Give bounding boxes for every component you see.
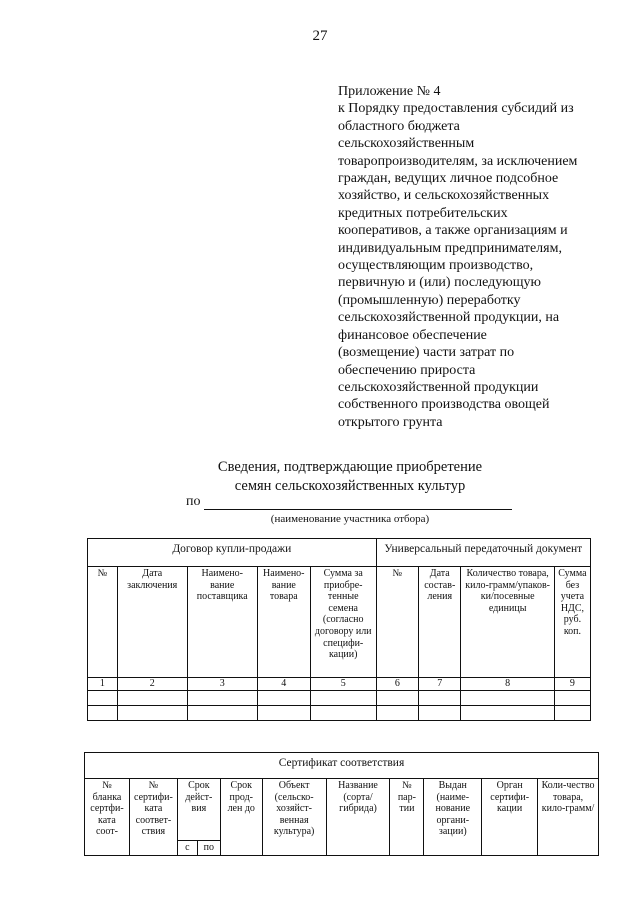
appendix-block — [338, 83, 608, 431]
appendix-line: к Порядку предоставления субсидий из — [338, 101, 574, 117]
title-line-2: семян сельскохозяйственных культур — [234, 478, 466, 494]
appendix-line: кредитных потребительских — [338, 205, 508, 221]
col-header: № — [376, 567, 418, 678]
col-header: Дата заключения — [117, 567, 187, 678]
col-number: 4 — [257, 678, 310, 691]
purchase-table — [87, 538, 591, 721]
appendix-line: хозяйство, и сельскохозяйственных — [338, 188, 550, 204]
col-header: № сертифи-ката соответ-ствия — [129, 779, 177, 856]
participant-name-line — [204, 509, 512, 510]
col-header: Сумма без учета НДС, руб. коп. — [554, 567, 590, 678]
col-header: Коли-чество товара, кило-грамм/ — [538, 779, 599, 856]
col-header: Дата состав-ления — [419, 567, 461, 678]
title-line-1: Сведения, подтверждающие приобретение — [217, 459, 483, 475]
appendix-line: сельскохозяйственным — [338, 136, 475, 152]
sub-header-to: по — [197, 841, 220, 856]
certificate-group-header: Сертификат соответствия — [85, 753, 599, 779]
col-header: Срок прод-лен до — [220, 779, 262, 856]
appendix-line: сельскохозяйственной продукции — [338, 379, 539, 395]
col-header: Объект (сельско-хозяйст-венная культура) — [262, 779, 326, 856]
col-number: 3 — [187, 678, 257, 691]
col-header: № — [88, 567, 118, 678]
contract-group-header: Договор купли-продажи — [88, 539, 377, 567]
col-header: Наимено-вание товара — [257, 567, 310, 678]
appendix-line: (возмещение) части затрат по — [338, 345, 515, 361]
table-row — [88, 691, 591, 706]
appendix-line: граждан, ведущих личное подсобное — [338, 171, 559, 187]
appendix-line: обеспечению прироста — [338, 362, 476, 378]
col-number: 8 — [461, 678, 554, 691]
certificate-table — [84, 752, 599, 856]
page-number: 27 — [312, 28, 328, 44]
col-header: Название (сорта/ гибрида) — [326, 779, 390, 856]
appendix-line: индивидуальным предпринимателям, — [338, 240, 562, 256]
appendix-line: первичную и (или) последующую — [338, 275, 541, 291]
upd-group-header: Универсальный передаточный документ — [376, 539, 590, 567]
appendix-line: областного бюджета — [338, 118, 460, 134]
col-number: 6 — [376, 678, 418, 691]
appendix-line: открытого грунта — [338, 414, 443, 430]
col-number: 1 — [88, 678, 118, 691]
col-number: 2 — [117, 678, 187, 691]
appendix-line: осуществляющим производство, — [338, 258, 534, 274]
col-number: 5 — [310, 678, 376, 691]
table-row — [88, 706, 591, 721]
appendix-line: Приложение № 4 — [338, 84, 441, 99]
appendix-line: сельскохозяйственной продукции, на — [338, 310, 560, 326]
appendix-line: товаропроизводителям, за исключением — [338, 153, 578, 169]
col-header: Количество товара, кило-грамм/упаков-ки/посевные единицы — [461, 567, 554, 678]
po-label: по — [186, 494, 201, 509]
document-title — [150, 458, 550, 496]
participant-caption: (наименование участника отбора) — [270, 513, 430, 525]
col-number: 9 — [554, 678, 590, 691]
col-header: № пар-тии — [390, 779, 424, 856]
col-number: 7 — [419, 678, 461, 691]
appendix-line: кооперативов, а также организациям и — [338, 223, 568, 239]
appendix-line: собственного производства овощей — [338, 397, 550, 413]
sub-header-from: с — [177, 841, 197, 856]
col-header: Сумма за приобре-тенные семена (согласно договору или специфи-кации) — [310, 567, 376, 678]
appendix-line: финансовое обеспечение — [338, 327, 487, 343]
appendix-line: (промышленную) переработку — [338, 292, 521, 308]
col-header: Орган сертифи-кации — [482, 779, 538, 856]
col-header: Выдан (наиме-нование органи-зации) — [424, 779, 482, 856]
col-header: Наимено-вание поставщика — [187, 567, 257, 678]
col-header: Срок дейст-вия — [177, 779, 220, 841]
col-header: № бланка сертфи-ката соот- — [85, 779, 130, 856]
